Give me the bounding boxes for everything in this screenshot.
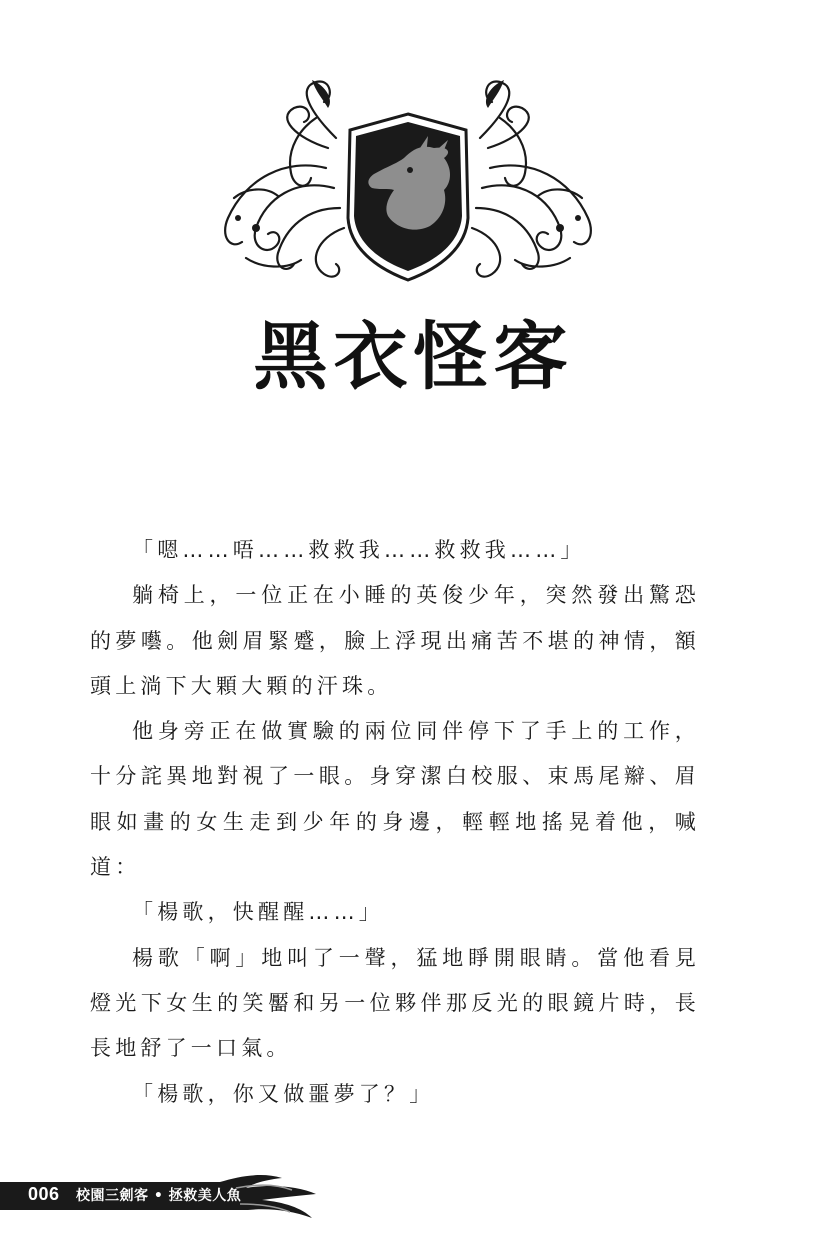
paragraph: 「楊歌，快醒醒……」	[132, 900, 384, 925]
paragraph: 躺椅上，一位正在小睡的英俊少年，突然發出驚恐的夢囈。他劍眉緊蹙，臉上浮現出痛苦不堪的神情，額頭上淌下大顆大顆的汗珠。	[90, 583, 700, 698]
paragraph: 「楊歌，你又做噩夢了？」	[132, 1081, 435, 1106]
paragraph: 楊歌「啊」地叫了一聲，猛地睜開眼睛。當他看見燈光下女生的笑靨和另一位夥伴那反光的眼鏡片時，長長地舒了一口氣。	[90, 945, 700, 1061]
page-number: 006	[28, 1184, 60, 1204]
paragraph: 「嗯……唔……救救我……救救我……」	[132, 538, 586, 562]
chapter-title: 黑衣怪客	[253, 314, 574, 400]
book-title: 校園三劍客 • 拯救美人魚	[76, 1188, 242, 1204]
body-text	[90, 528, 700, 1117]
dragon-crest-icon	[216, 78, 600, 292]
paragraph: 他身旁正在做實驗的兩位同伴停下了手上的工作，十分詫異地對視了一眼。身穿潔白校服、束馬尾辮、眉眼如畫的女生走到少年的身邊，輕輕地搖晃着他，喊道：	[90, 719, 700, 880]
